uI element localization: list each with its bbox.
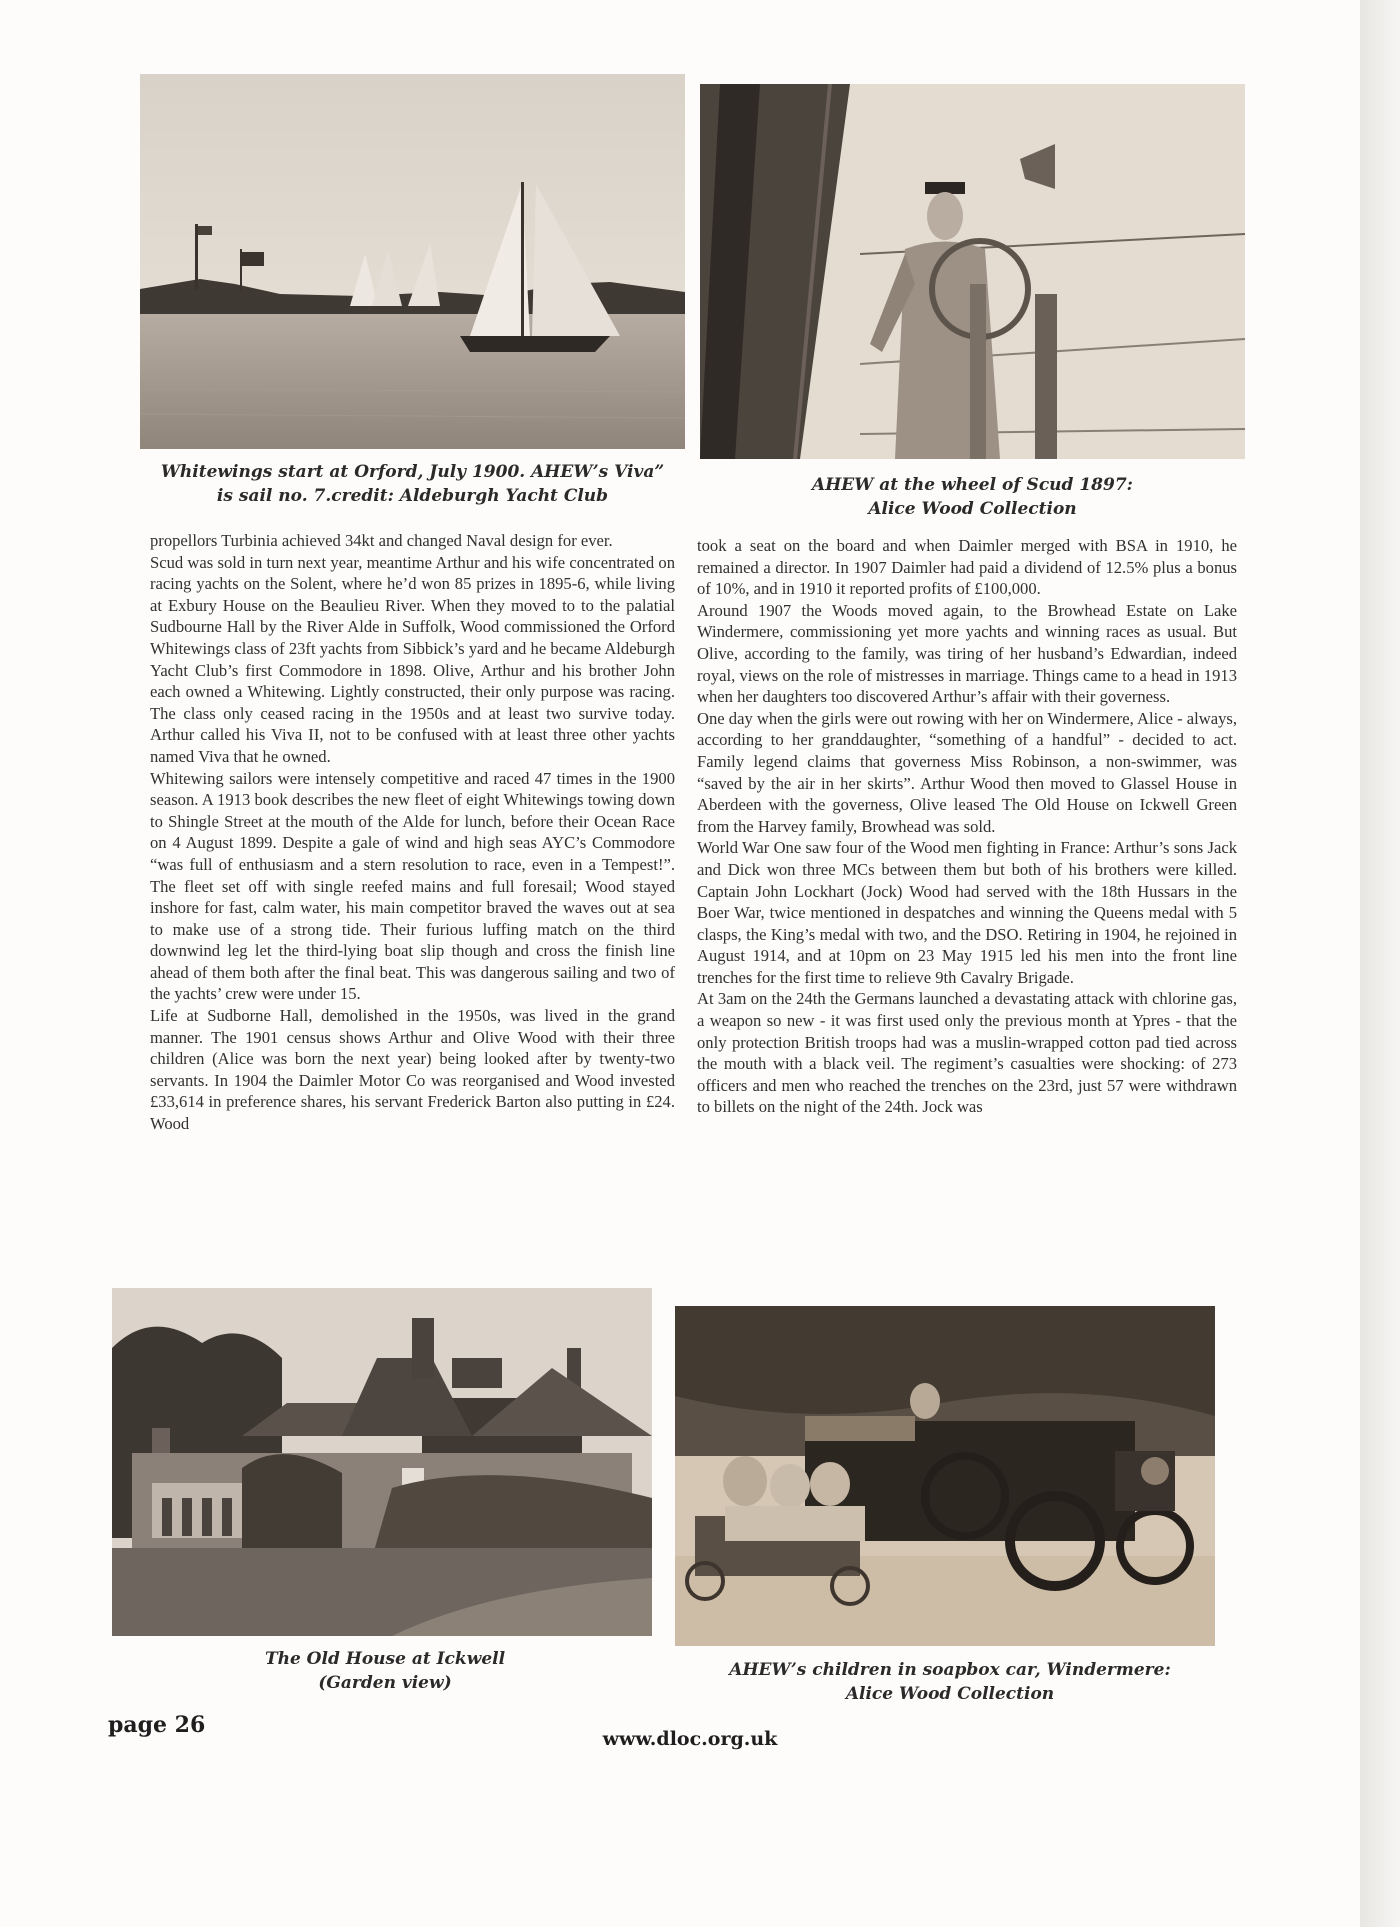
paragraph: took a seat on the board and when Daimler merged with BSA in 1910, he remained a director. In 1907 Daimler had paid a dividend of 12.5% plus a bonus of 10%, and in 1910 it reported profits of £100,000. [697, 536, 1237, 599]
paragraph: Around 1907 the Woods moved again, to the Browhead Estate on Lake Windermere, commissioning yet more yachts and winning races as usual. But Olive, according to the family, was tiring of her husband’s Edwardian, indeed royal, views on the role of mistresses in marriage. Things came to a head in 1913 when her daughters too discovered Arthur’s affair with their governess. [697, 600, 1237, 707]
paragraph: World War One saw four of the Wood men fighting in France: Arthur’s sons Jack and Dick won three MCs between them but both of his brothers were killed. Captain John Lockhart (Jock) Wood had served with the 18th Hussars in the Boer War, twice mentioned in despatches and winning the Queens medal with 5 clasps, the King’s medal with two, and the DSO. Retiring in 1904, he rejoined in August 1914, and at 10pm on 23 May 1915 led his men into the front line trenches for the first time to relieve 9th Cavalry Brigade. [697, 838, 1237, 987]
page-number: page 26 [108, 1712, 206, 1738]
caption-wheel-photo [700, 473, 1245, 521]
caption-house-line-2: (Garden view) [318, 1673, 452, 1693]
house-photo-image [112, 1288, 652, 1636]
wheel-photo-image [700, 84, 1245, 459]
website-link[interactable]: www.dloc.org.uk [602, 1728, 778, 1750]
caption-house-line-1: The Old House at Ickwell [264, 1649, 506, 1669]
paragraph: Whitewing sailors were intensely competitive and raced 47 times in the 1900 season. A 1913 book describes the new fleet of eight Whitewings towing down to Shingle Street at the mouth of the Alde for lunch, before their Ocean Race on 4 August 1899. Despite a gale of wind and high seas AYC’s Commodore “was full of enthusiasm and a stern resolution to race, even in a Tempest!”. The fleet set off with single reefed mains and full foresail; Wood stayed inshore for fast, calm water, his main competitor braved the waves out at sea to make use of a strong tide. Their furious luffing match on the third downwind leg let the third-lying boat slip though and cross the finish line ahead of them both after the final beat. This was dangerous sailing and two of the yachts’ crew were under 15. [150, 768, 675, 1004]
caption-sailing-line-1: Whitewings start at Orford, July 1900. AHEW’s Viva” [160, 462, 665, 482]
caption-car-line-1: AHEW’s children in soapbox car, Windermere: [729, 1660, 1171, 1680]
photo-soapbox-car [675, 1306, 1215, 1646]
article-column-left [150, 530, 675, 1135]
paragraph: At 3am on the 24th the Germans launched a devastating attack with chlorine gas, a weapon so new - it was first used only the previous month at Ypres - that the only protection British troops had was a muslin-wrapped cotton pad tied across the mouth with a black veil. The regiment’s casualties were shocking: of 273 officers and men who reached the trenches on the 23rd, just 57 were withdrawn to billets on the night of the 24th. Jock was [697, 989, 1237, 1117]
car-photo-image [675, 1306, 1215, 1646]
caption-sailing-line-2: is sail no. 7.credit: Aldeburgh Yacht Club [216, 486, 609, 506]
article-column-right [697, 535, 1237, 1118]
photo-whitewings-sailing [140, 74, 685, 449]
paragraph: One day when the girls were out rowing with her on Windermere, Alice - always, according to her granddaughter, “something of a handful” - decided to act. Family legend claims that governess Miss Robinson, a non-swimmer, was “saved by the air in her skirts”. Arthur Wood then moved to Glassel House in Aberdeen with the governess, Olive leased The Old House on Ickwell Green from the Harvey family, Browhead was sold. [697, 708, 1238, 836]
caption-car-photo [680, 1658, 1220, 1706]
paragraph: Life at Sudborne Hall, demolished in the 1950s, was lived in the grand manner. The 1901 census shows Arthur and Olive Wood with their three children (Alice was born the next year) being looked after by twenty-two servants. In 1904 the Daimler Motor Co was reorganised and Wood invested £33,614 in preference shares, his servant Frederick Barton also putting in £24. Wood [150, 1006, 675, 1134]
scan-edge-strip [1360, 0, 1400, 1927]
photo-ahew-at-wheel [700, 84, 1245, 459]
paragraph: Scud was sold in turn next year, meantime Arthur and his wife concentrated on racing yachts on the Solent, where he’d won 85 prizes in 1895-6, while living at Exbury House on the Beaulieu River. When they moved to to the palatial Sudbourne Hall by the River Alde in Suffolk, Wood commissioned the Orford Whitewings class of 23ft yachts from Sibbick’s yard and he became Aldeburgh Yacht Club’s first Commodore in 1898. Olive, Arthur and his brother John each owned a Whitewing. Lightly constructed, their only purpose was racing. The class only ceased racing in the 1950s and at least two survive today. Arthur called his Viva II, not to be confused with at least three other yachts named Viva that he owned. [150, 552, 675, 766]
caption-sailing-photo [140, 460, 685, 508]
caption-wheel-line-2: Alice Wood Collection [868, 499, 1077, 519]
caption-wheel-line-1: AHEW at the wheel of Scud 1897: [812, 475, 1133, 495]
paragraph: propellors Turbinia achieved 34kt and changed Naval design for ever. [150, 531, 613, 550]
sailing-photo-image [140, 74, 685, 449]
caption-car-line-2: Alice Wood Collection [845, 1684, 1055, 1704]
photo-old-house-ickwell [112, 1288, 652, 1636]
caption-house-photo [200, 1647, 570, 1695]
